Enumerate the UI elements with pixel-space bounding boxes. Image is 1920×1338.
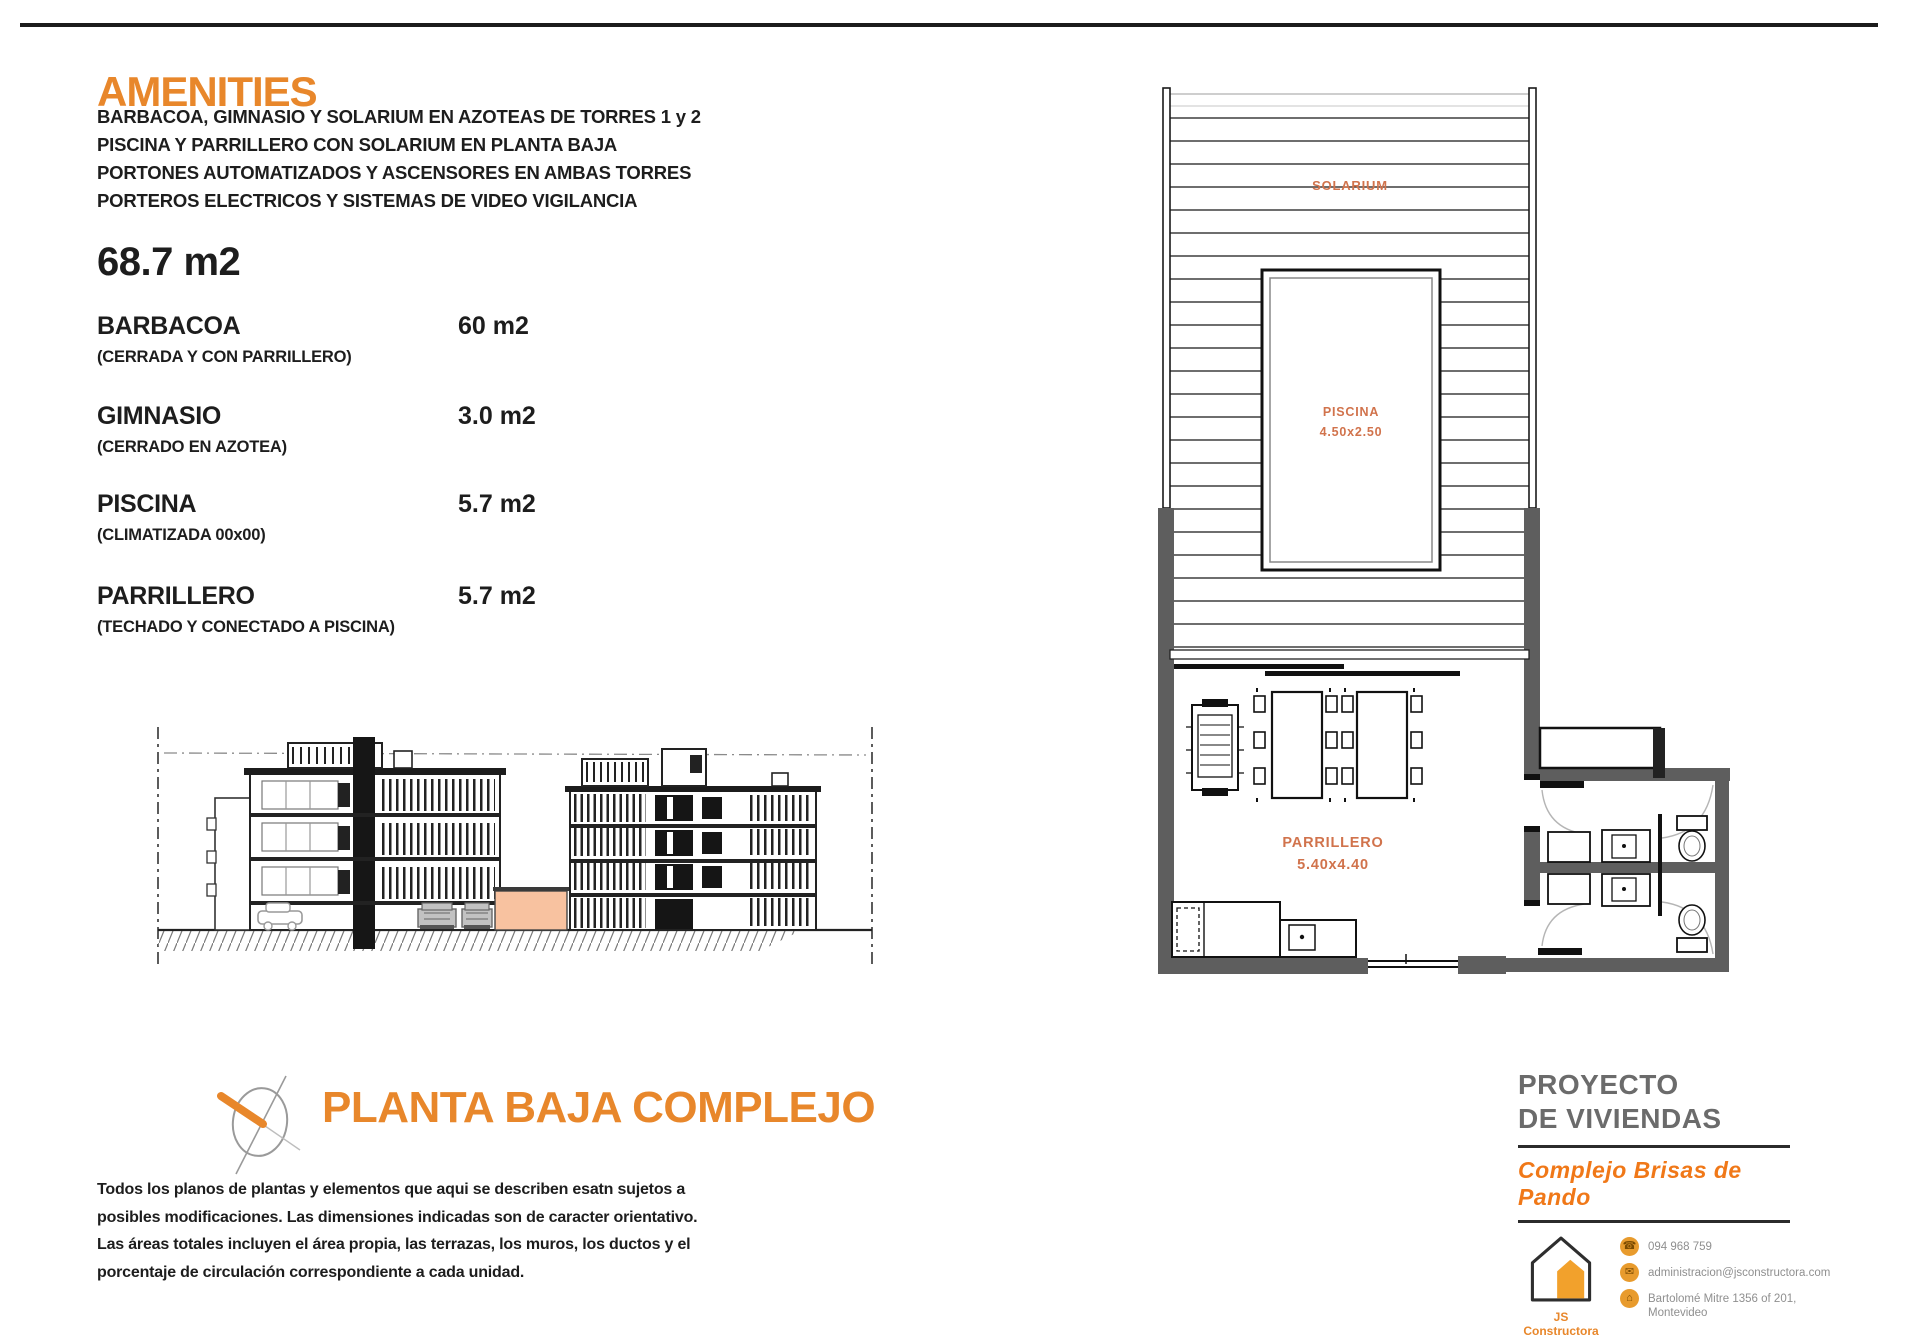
disclaimer-line: porcentaje de circulación correspondiente a cada unidad. bbox=[97, 1263, 525, 1281]
contact-email bbox=[1620, 1263, 1831, 1282]
area-name: PISCINA bbox=[97, 490, 197, 518]
complex-name: Complejo Brisas de Pando bbox=[1518, 1157, 1742, 1210]
area-note: (CERRADA Y CON PARRILLERO) bbox=[97, 348, 352, 366]
project-block bbox=[1518, 1068, 1831, 1338]
parrillero-label bbox=[1208, 832, 1458, 876]
area-value: 3.0 m2 bbox=[458, 402, 536, 430]
area-note: (CERRADO EN AZOTEA) bbox=[97, 438, 287, 456]
piscina-name: PISCINA bbox=[1322, 405, 1380, 419]
project-title bbox=[1518, 1068, 1808, 1136]
feature-line: PISCINA Y PARRILLERO CON SOLARIUM EN PLANTA BAJA bbox=[97, 134, 618, 155]
feature-line: PORTONES AUTOMATIZADOS Y ASCENSORES EN AMBAS TORRES bbox=[97, 162, 692, 183]
area-value: 5.7 m2 bbox=[458, 582, 536, 610]
elevation-drawing bbox=[150, 723, 890, 993]
company-logo-icon bbox=[1518, 1235, 1604, 1303]
area-row-barbacoa bbox=[97, 312, 657, 367]
contact-address bbox=[1620, 1289, 1823, 1320]
phone-icon: ☎ bbox=[1620, 1237, 1639, 1256]
area-value: 5.7 m2 bbox=[458, 490, 536, 518]
location-icon: ⌂ bbox=[1620, 1289, 1639, 1308]
disclaimer-line: Todos los planos de plantas y elementos que aqui se describen esatn sujetos a bbox=[97, 1181, 686, 1198]
compass-icon bbox=[208, 1070, 308, 1178]
project-title-line1: PROYECTO bbox=[1518, 1069, 1679, 1100]
parrillero-dims: 5.40x4.40 bbox=[1297, 857, 1369, 873]
area-row-gimnasio bbox=[97, 402, 657, 457]
contact-email-text: administracion@jsconstructora.com bbox=[1648, 1267, 1831, 1279]
page-title: AMENITIES bbox=[97, 68, 317, 116]
email-icon: ✉ bbox=[1620, 1263, 1639, 1282]
area-note: (CLIMATIZADA 00x00) bbox=[97, 526, 266, 544]
contact-phone bbox=[1620, 1237, 1823, 1256]
plan-title: PLANTA BAJA COMPLEJO bbox=[322, 1083, 876, 1132]
divider bbox=[1518, 1145, 1790, 1148]
parrillero-name: PARRILLERO bbox=[1282, 835, 1384, 851]
disclaimer-line: Las áreas totales incluyen el área propia, las terrazas, los muros, los ductos y el bbox=[97, 1236, 691, 1253]
area-row-parrillero bbox=[97, 582, 657, 637]
disclaimer bbox=[97, 1176, 697, 1286]
brand-row bbox=[1518, 1235, 1831, 1338]
area-name: GIMNASIO bbox=[97, 402, 221, 430]
piscina-label bbox=[1262, 402, 1440, 442]
area-row-piscina bbox=[97, 490, 657, 545]
divider bbox=[1518, 1220, 1790, 1223]
company-logo-wrap bbox=[1518, 1235, 1604, 1338]
contact-list bbox=[1620, 1235, 1831, 1327]
company-logo-label: JS Constructora bbox=[1523, 1310, 1599, 1338]
feature-list bbox=[97, 103, 701, 215]
area-name: BARBACOA bbox=[97, 312, 241, 340]
solarium-label: SOLARIUM bbox=[1312, 178, 1388, 193]
disclaimer-line: posibles modificaciones. Las dimensiones indicadas son de caracter orientativo. bbox=[97, 1208, 698, 1226]
area-value: 60 m2 bbox=[458, 312, 529, 340]
piscina-dims: 4.50x2.50 bbox=[1319, 425, 1383, 439]
project-title-line2: DE VIVIENDAS bbox=[1518, 1103, 1722, 1134]
floor-plan bbox=[1150, 82, 1750, 994]
contact-phone-text: 094 968 759 bbox=[1648, 1241, 1712, 1253]
top-divider bbox=[20, 23, 1878, 27]
feature-line: PORTEROS ELECTRICOS Y SISTEMAS DE VIDEO VIGILANCIA bbox=[97, 190, 638, 211]
total-area: 68.7 m2 bbox=[97, 240, 241, 284]
feature-line: BARBACOA, GIMNASIO Y SOLARIUM EN AZOTEAS DE TORRES 1 y 2 bbox=[97, 106, 701, 127]
area-name: PARRILLERO bbox=[97, 582, 255, 610]
area-note: (TECHADO Y CONECTADO A PISCINA) bbox=[97, 618, 395, 636]
contact-address-text: Bartolomé Mitre 1356 of 201, Montevideo bbox=[1648, 1293, 1797, 1319]
